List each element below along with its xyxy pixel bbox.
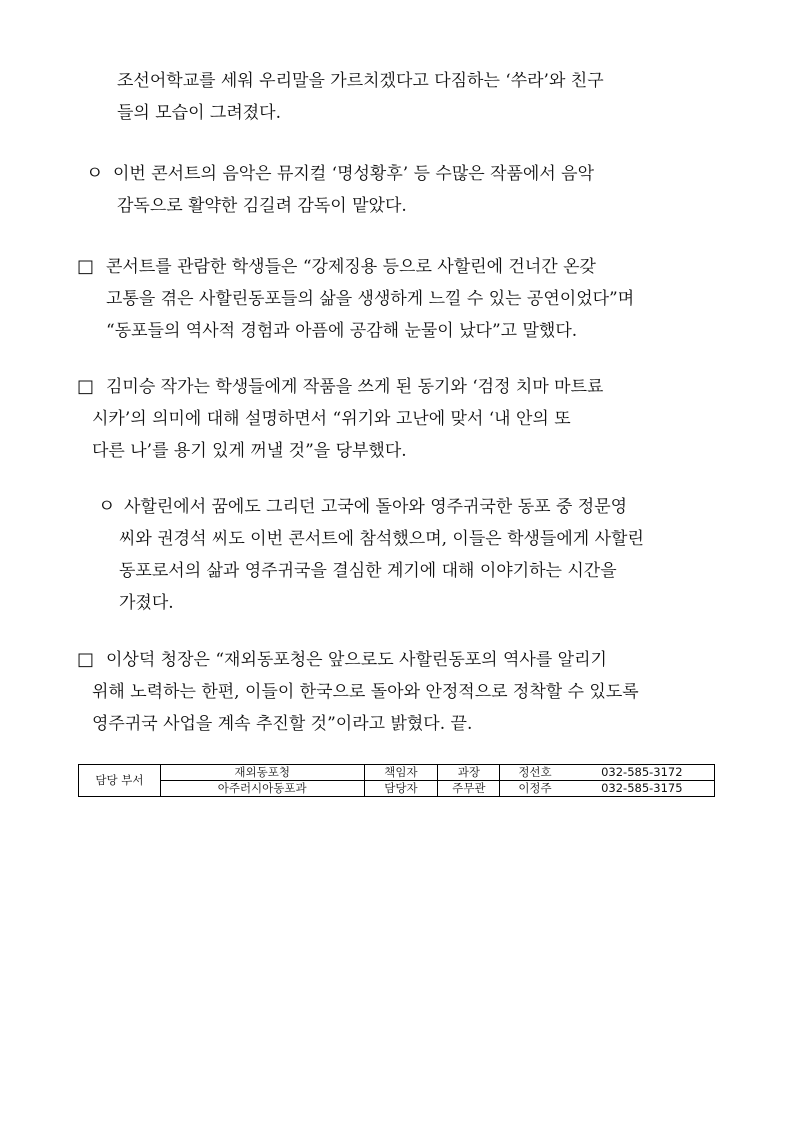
name-cell: 이정주	[500, 781, 570, 797]
role-cell: 담당자	[364, 781, 438, 797]
circle-bullet-icon: ㅇ	[86, 163, 104, 184]
text-line: 이번 콘서트의 음악은 뮤지컬 ‘명성황후’ 등 수많은 작품에서 음악	[113, 164, 595, 184]
text-line: 김미승 작가는 학생들에게 작품을 쓰게 된 동기와 ‘검정 치마 마트료	[106, 377, 604, 397]
name-cell: 정선호	[500, 765, 570, 781]
text-line: 동포로서의 삶과 영주귀국을 결심한 계기에 대해 이야기하는 시간을	[119, 561, 617, 581]
division-cell: 아주러시아동포과	[160, 781, 364, 797]
phone-cell: 032-585-3175	[570, 781, 715, 797]
text-line: 이상덕 청장은 “재외동포청은 앞으로도 사할린동포의 역사를 알리기	[106, 650, 607, 670]
text-line: 다른 나’를 용기 있게 꺼낼 것”을 당부했다.	[92, 441, 407, 461]
text-line: 위해 노력하는 한편, 이들이 한국으로 돌아와 안정적으로 정착할 수 있도록	[92, 682, 639, 702]
text-line: 시카’의 의미에 대해 설명하면서 “위기와 고난에 맞서 ‘내 안의 또	[92, 409, 571, 429]
square-bullet-icon: □	[77, 256, 95, 277]
text-line: 감독으로 활약한 김길려 감독이 맡았다.	[117, 196, 407, 216]
circle-bullet-icon: ㅇ	[98, 496, 116, 517]
table-row	[79, 781, 715, 797]
title-cell: 과장	[438, 765, 500, 781]
table-row	[79, 765, 715, 781]
text-line: 들의 모습이 그려졌다.	[117, 103, 282, 123]
text-line: “동포들의 역사적 경험과 아픔에 공감해 눈물이 났다”고 말했다.	[106, 321, 578, 341]
text-line: 영주귀국 사업을 계속 추진할 것”이라고 밝혔다. 끝.	[92, 714, 473, 734]
text-line: 콘서트를 관람한 학생들은 “강제징용 등으로 사할린에 건너간 온갖	[106, 257, 596, 277]
text-line: 조선어학교를 세워 우리말을 가르치겠다고 다짐하는 ‘쑤라’와 친구	[117, 71, 604, 91]
title-cell: 주무관	[438, 781, 500, 797]
org-cell: 재외동포청	[160, 765, 364, 781]
dept-label-cell: 담당 부서	[79, 765, 161, 797]
contact-table	[78, 764, 715, 797]
phone-cell: 032-585-3172	[570, 765, 715, 781]
square-bullet-icon: □	[77, 376, 95, 397]
text-line: 씨와 권경석 씨도 이번 콘서트에 참석했으며, 이들은 학생들에게 사할린	[119, 529, 644, 549]
square-bullet-icon: □	[77, 649, 95, 670]
text-line: 가졌다.	[119, 593, 174, 613]
role-cell: 책임자	[364, 765, 438, 781]
text-line: 고통을 겪은 사할린동포들의 삶을 생생하게 느낄 수 있는 공연이었다”며	[106, 289, 635, 309]
text-line: 사할린에서 꿈에도 그리던 고국에 돌아와 영주귀국한 동포 중 정문영	[124, 497, 628, 517]
